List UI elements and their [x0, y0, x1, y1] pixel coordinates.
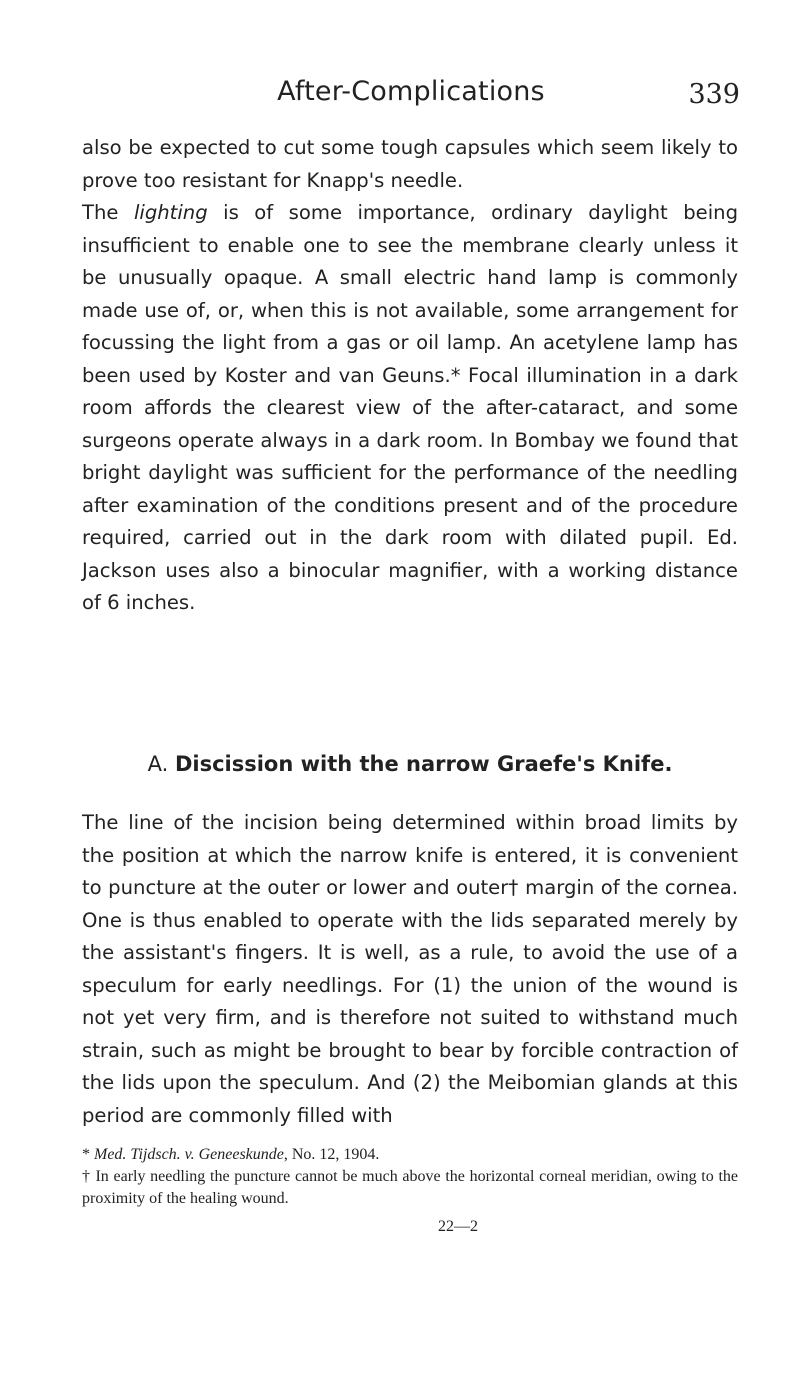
- paragraph-body: is of some importance, ordinary daylight being insufficient to enable one to see the membrane clearly unless it be unusually opaque. A small electric hand lamp is commonly made use of, or, when this is not available, some arrangement for focussing the light from a gas or oil lamp. An acetylene lamp has been used by Koster and van Geuns.* Focal illumination in a dark room affords the clearest view of the after-cataract, and some surgeons operate always in a dark room. In Bombay we found that bright daylight was sufficient for the performance of the needling after examination of the conditions present and of the procedure required, carried out in the dark room with dilated pupil. Ed. Jackson uses also a binocular magnifier, with a working distance of 6 inches.: [82, 201, 739, 614]
- page-header: [82, 76, 740, 116]
- section-title: Discission with the narrow Graefe's Knife.: [174, 752, 673, 776]
- section-heading: [82, 752, 738, 776]
- footnote-2: † In early needling the puncture cannot be much above the horizontal corneal meridian, owing to the proximity of the healing wound.: [82, 1168, 738, 1207]
- emphasis-lighting: lighting: [133, 201, 208, 224]
- paragraph-lead: The: [82, 201, 134, 224]
- paragraph-continuation: also be expected to cut some tough capsules which seem likely to prove too resistant for Knapp's needle.: [82, 136, 738, 192]
- body-text-upper: [82, 132, 738, 620]
- footnote-1-rest: , No. 12, 1904.: [283, 1146, 380, 1163]
- page-number: 339: [688, 79, 740, 110]
- body-text-lower: [82, 807, 738, 1132]
- paragraph-discission: The line of the incision being determined within broad limits by the position at which the narrow knife is entered, it is convenient to puncture at the outer or lower and outer† margin of the cornea. One is thus enabled to operate with the lids separated merely by the assistant's fingers. It is well, as a rule, to avoid the use of a speculum for early needlings. For (1) the union of the wound is not yet very firm, and is therefore not suited to withstand much strain, such as might be brought to bear by forcible contraction of the lids upon the speculum. And (2) the Meibomian glands at this period are commonly filled with: [82, 811, 738, 1127]
- footnote-1-title: Med. Tijdsch. v. Geneeskunde: [94, 1146, 284, 1163]
- section-letter: A.: [147, 752, 169, 776]
- footnotes: [82, 1144, 738, 1210]
- footnote-1-mark: *: [82, 1146, 94, 1163]
- running-head: After-Complications: [277, 76, 545, 107]
- footnote-1: [82, 1144, 738, 1166]
- paragraph-lighting: [82, 197, 738, 620]
- signature-mark: 22—2: [438, 1218, 478, 1235]
